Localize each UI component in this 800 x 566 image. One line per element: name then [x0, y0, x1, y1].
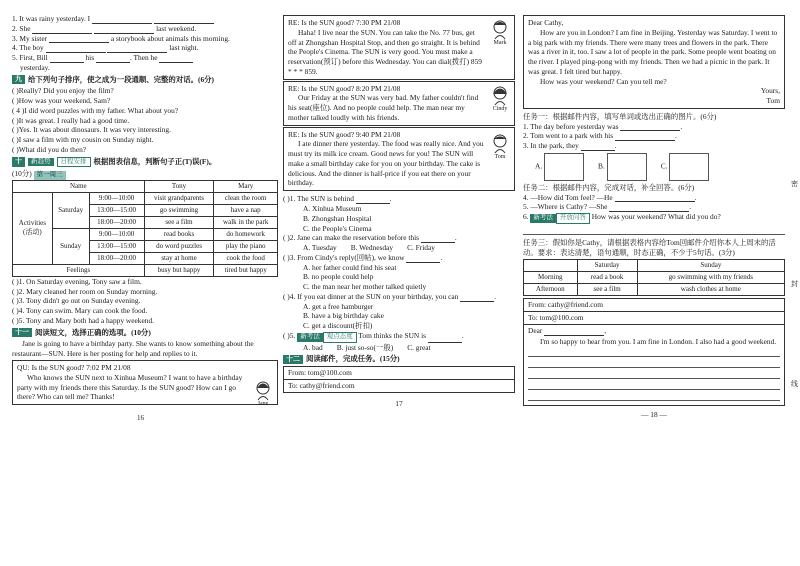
answer-line[interactable]	[528, 346, 780, 357]
task-2-q: 4. —How did Tom feel? —He .	[523, 192, 697, 202]
picture-option-c[interactable]: C.	[661, 153, 710, 181]
picture-option-a[interactable]: A.	[535, 153, 584, 181]
tf-item[interactable]: ( )5. Tony and Mary both had a happy weekend.	[12, 315, 154, 325]
reply-head: RE: Is the SUN good? 9:40 PM 21/08	[288, 129, 401, 139]
task-1-header: 任务一：根据邮件内容，填写单词或选出正确的图片。(6分)	[523, 111, 717, 121]
answer-blank[interactable]	[615, 194, 695, 202]
mc-questions	[283, 194, 515, 352]
email-to: To: tom@100.com	[524, 312, 784, 325]
tom-email	[523, 15, 785, 109]
tf-item[interactable]: ( )3. Tony didn't go out on Sunday evening.	[12, 296, 141, 306]
task-2-header: 任务二：根据邮件内容，完成对话，补全回答。(6分)	[523, 182, 695, 192]
answer-blank[interactable]	[428, 335, 462, 343]
answer-blank[interactable]	[49, 35, 109, 43]
middle-column	[283, 14, 515, 408]
task-1-q: 3. In the park, they .	[523, 141, 617, 151]
passage: Jane is going to have a birthday party. She wants to know something about the restaurant—SUN. Here is her posting for help and replies to it.	[12, 339, 254, 359]
picture-options	[523, 153, 785, 181]
email-from: From: cathy@friend.com	[524, 299, 784, 312]
question-4: 4. The boy last night.	[12, 43, 199, 53]
picture-option-b[interactable]: B.	[598, 153, 647, 181]
email-question: How was your weekend? Can you tell me?	[540, 76, 667, 86]
tom-avatar: Tom	[489, 132, 511, 158]
question-2: 2. She last weekend.	[12, 23, 197, 33]
reply-body: Haha! I live near the SUN. You can take the No. 77 bus, get off at Zhongshan Hospital Stop, and then go straight. It is behind the People's Cinema. The SUN is very good. You must make a reservation(预订) before this Wednesday. You can dial(拨打) 859 * * * 859.	[288, 27, 482, 76]
pingpong-picture-icon	[607, 153, 647, 181]
dialog-item[interactable]: ( )Yes. It was about dinosaurs. It was very interesting.	[12, 125, 171, 135]
page-number: — 18 —	[641, 410, 667, 420]
task-2-q: 5. —Where is Cathy? —She .	[523, 202, 692, 212]
mc-options-inline	[283, 343, 515, 353]
dialog-item[interactable]: ( )What did you do then?	[12, 144, 87, 154]
answer-line[interactable]	[528, 390, 780, 401]
answer-line[interactable]	[528, 357, 780, 368]
answer-blank[interactable]	[107, 45, 167, 53]
writing-area[interactable]	[524, 346, 784, 405]
answer-blank[interactable]	[154, 16, 214, 24]
reply-email	[523, 298, 785, 406]
girl-icon	[252, 379, 274, 401]
dialog-item[interactable]: ( )Really? Did you enjoy the film?	[12, 86, 114, 96]
reply-intro: I'm so happy to hear from you. I am fine in London. I also had a good weekend.	[540, 336, 777, 346]
picnic-picture-icon	[669, 153, 709, 181]
question-5: 5. First, Bill his . Then he	[12, 53, 278, 63]
reply-tom	[283, 127, 515, 192]
mc-option[interactable]: C. great	[407, 342, 431, 352]
answer-blank[interactable]	[159, 55, 193, 63]
mc-option[interactable]: B. no people could help	[303, 272, 374, 282]
tf-list	[12, 277, 278, 326]
reply-head: RE: Is the SUN good? 7:30 PM 21/08	[288, 18, 401, 27]
answer-blank[interactable]	[96, 55, 130, 63]
qu-post	[12, 360, 278, 405]
email-from: From: tom@100.com	[284, 367, 514, 380]
answer-blank[interactable]	[421, 235, 455, 243]
mc-question: ( )4. If you eat dinner at the SUN on your birthday, you can .	[283, 291, 497, 301]
answer-line[interactable]	[528, 368, 780, 379]
question-5-cont: yesterday.	[20, 62, 50, 72]
answer-line[interactable]	[528, 379, 780, 390]
reply-body: Our Friday at the SUN was very bad. My father couldn't find his seat(座位). And no people could help. The man near my mother talked loudly with his friends.	[288, 93, 479, 122]
section-10-header: 十 新趋势 日程安排 根据图表信息，判断句子正(T)误(F)。	[12, 157, 278, 168]
left-column	[12, 14, 278, 423]
mc-option[interactable]: B. have a big birthday cake	[303, 311, 384, 321]
dialog-item[interactable]: ( )It was great. I really had a good time.	[12, 115, 130, 125]
activities-label: Activities (活动)	[13, 192, 53, 264]
email-closing: Yours,	[760, 86, 780, 96]
email-body: How are you in London? I am fine in Beijing. Yesterday was Saturday. I went to a big park with my friends. There were many trees and flowers in the park. There was a river in it, too. I saw a lot of people in the park. Some people went boating on the river. I played ping-pong with my friends. Then we had a picnic in the park. It was great. I felt tired but happy.	[528, 27, 778, 76]
answer-blank[interactable]	[544, 328, 604, 336]
mc-option[interactable]: A. bad	[303, 342, 323, 352]
reply-head: RE: Is the SUN good? 8:20 PM 21/08	[288, 83, 401, 93]
email-dear: Dear ,	[528, 325, 607, 335]
email-greeting: Dear Cathy,	[528, 18, 564, 27]
girl-icon	[489, 84, 511, 106]
mc-question: ( )1. The SUN is behind .	[283, 194, 392, 204]
mc-option[interactable]: C. Friday	[407, 243, 435, 253]
mc-options-inline	[283, 243, 515, 253]
task-1-q: 1. The day before yesterday was .	[523, 121, 683, 131]
dialog-item[interactable]: ( 4 )I did word puzzles with my father. What about you?	[12, 105, 179, 115]
mc-option[interactable]: A. her father could find his seat	[303, 262, 397, 272]
answer-line[interactable]	[523, 224, 785, 235]
dialog-item[interactable]: ( )How was your weekend, Sam?	[12, 96, 111, 106]
right-column	[523, 14, 785, 420]
mc-question: ( )3. From Cindy's reply(回帖), we know .	[283, 252, 443, 262]
seal-char: 线	[791, 380, 798, 388]
jane-avatar: Jane	[252, 379, 274, 405]
mc-option[interactable]: A. Xinhua Museum	[303, 204, 362, 214]
section-9-header: 九 给下列句子排序，使之成为一段通顺、完整的对话。(6分)	[12, 75, 278, 85]
mc-option[interactable]: B. just so-so(一般)	[336, 342, 394, 352]
page-number: 17	[395, 398, 403, 408]
mc-option[interactable]: A. Tuesday	[303, 243, 337, 253]
reply-cindy	[283, 81, 515, 126]
seal-char: 密	[791, 180, 798, 188]
tf-item[interactable]: ( )4. Tony can swim. Mary can cook the food.	[12, 306, 148, 316]
answer-blank[interactable]	[46, 45, 106, 53]
answer-blank[interactable]	[92, 16, 152, 24]
answer-blank[interactable]	[94, 26, 154, 34]
email-to: To: cathy@friend.com	[288, 380, 355, 390]
cindy-avatar: Cindy	[489, 84, 511, 110]
answer-blank[interactable]	[581, 143, 615, 151]
question-1: 1. It was rainy yesterday. I	[12, 14, 278, 24]
answer-blank[interactable]	[615, 133, 675, 141]
mc-option[interactable]: A. get a free hamburger	[303, 301, 374, 311]
weekend-table: Saturday Sunday Morning read a book go swimming with my friends Afternoon see a film wash clothes at home	[523, 259, 785, 296]
qu-head: QU: Is the SUN good? 7:02 PM 21/08	[17, 363, 131, 372]
qu-body: Who knows the SUN next to Xinhua Museum? I want to have a birthday party with my friends there this Saturday. Is the SUN good? How can I go there? Who can tell me? Thanks!	[17, 372, 243, 402]
boating-picture-icon	[544, 153, 584, 181]
schedule-table: Name Tony Mary Activities (活动) Saturday 9:00—10:00 visit grandparents clean the room 13:00—15:00 go swimming have a nap 18:00—20:00 see a film walk in the park Sunday 9:00—10:00 read books do homework 13:00—15:00 do word puzzles play the piano 18:00—20:00 stay at home cook the food Feelings busy but happy tired but happy	[12, 180, 278, 277]
tf-item[interactable]: ( )2. Mary cleaned her room on Sunday morning.	[12, 286, 158, 296]
mc-option[interactable]: B. Wednesday	[350, 243, 394, 253]
question-3: 3. My sister a storybook about animals this morning.	[12, 33, 230, 43]
answer-blank[interactable]	[609, 204, 689, 212]
section-10-score: (10分) 第一周三	[12, 169, 278, 180]
dialog-list	[12, 86, 278, 154]
tf-item[interactable]: ( )1. On Saturday evening, Tony saw a film.	[12, 276, 142, 286]
boy-icon	[489, 18, 511, 40]
section-12-header: 十二 阅读邮件，完成任务。(15分)	[283, 354, 515, 364]
reply-body: I ate dinner there yesterday. The food was really nice. And you must try its milk ice cream. Good news for you! The SUN will make a small birthday cake for you on your birthday. The cake is delicious. And the dinner is half-price if you eat there on your birthday.	[288, 139, 484, 188]
task-2-q6: 6. 新考法 开放问答 How was your weekend? What did you do?	[523, 212, 785, 224]
page-number: 16	[137, 414, 144, 423]
dialog-item[interactable]: ( )I saw a film with my cousin on Sunday night.	[12, 135, 154, 145]
answer-blank[interactable]	[460, 294, 494, 302]
email-signature: Tom	[766, 96, 780, 106]
mc-option[interactable]: B. Zhongshan Hospital	[303, 213, 372, 223]
boy-icon	[489, 132, 511, 154]
section-11-header: 十一 阅读短文，选择正确的选项。(10分)	[12, 328, 278, 338]
task-1-q: 2. Tom went to a park with his .	[523, 131, 677, 141]
reply-mark	[283, 15, 515, 80]
mc-option[interactable]: C. the man near her mother talked quietly	[303, 282, 427, 292]
answer-blank[interactable]	[406, 255, 440, 263]
mark-avatar: Mark	[489, 18, 511, 44]
seal-char: 封	[791, 280, 798, 288]
answer-blank[interactable]	[356, 196, 390, 204]
answer-blank[interactable]	[50, 55, 84, 63]
mc-option[interactable]: C. the People's Cinema	[303, 223, 372, 233]
mc-option[interactable]: C. get a discount(折扣)	[303, 321, 373, 331]
mc-question-5: ( )5. 新考法 观点态度 Tom thinks the SUN is .	[283, 331, 515, 343]
answer-blank[interactable]	[32, 26, 92, 34]
email-header	[283, 366, 515, 393]
mc-question: ( )2. Jane can make the reservation before this .	[283, 233, 457, 243]
answer-blank[interactable]	[620, 123, 680, 131]
task-3-header: 任务三：假如你是Cathy，请根据表格内容给Tom回邮件介绍你本人上周末的活动。要求：表达清楚，语句通顺，时态正确，不少于5句话。(3分)	[523, 237, 776, 257]
